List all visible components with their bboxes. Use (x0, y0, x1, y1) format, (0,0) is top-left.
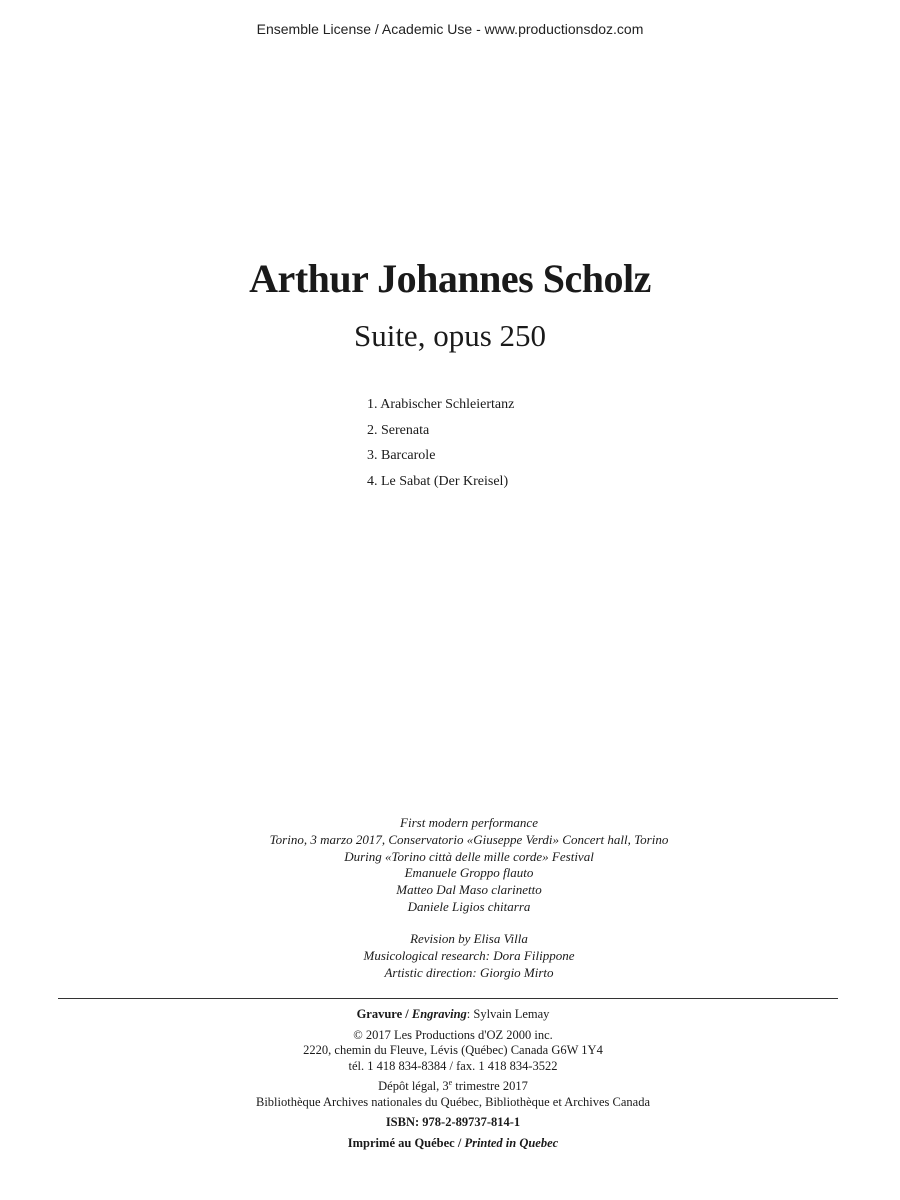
credit-line: Revision by Elisa Villa (410, 931, 528, 946)
performance-heading: First modern performance (400, 815, 538, 830)
ordinal-suffix: e (448, 1077, 453, 1087)
movement-list (367, 395, 514, 497)
movement-item: 2. Serenata (367, 422, 430, 438)
performer: Matteo Dal Maso clarinetto (396, 882, 542, 898)
printed-fr: Imprimé au Québec (347, 1135, 455, 1150)
license-notice: Ensemble License / Academic Use - www.productionsdoz.com (256, 21, 644, 37)
printed-en: Printed in Quebec (464, 1135, 559, 1150)
engraving-line (0, 1007, 900, 1023)
work-title: Suite, opus 250 (353, 318, 547, 353)
engraving-label-fr: Gravure (356, 1007, 403, 1021)
phone-line: tél. 1 418 834-8384 / fax. 1 418 834-3522 (348, 1058, 558, 1073)
colophon (0, 1007, 900, 1151)
isbn-line: ISBN: 978-2-89737-814-1 (385, 1115, 521, 1129)
engraving-colon: : (466, 1007, 474, 1021)
address-line: 2220, chemin du Fleuve, Lévis (Québec) Canada G6W 1Y4 (303, 1043, 603, 1057)
performer: Emanuele Groppo flauto (404, 865, 534, 881)
movement-item: 1. Arabischer Schleiertanz (367, 397, 515, 412)
credit-line: Musicological research: Dora Filippone (363, 947, 575, 963)
copyright-line: © 2017 Les Productions d'OZ 2000 inc. (353, 1027, 553, 1042)
performance-festival: During «Torino città delle mille corde» Festival (344, 848, 594, 864)
engraver-name: Sylvain Lemay (473, 1007, 550, 1021)
printed-line (0, 1136, 900, 1152)
libraries-line: Bibliothèque Archives nationales du Québec, Bibliothèque et Archives Canada (256, 1094, 650, 1109)
performance-venue: Torino, 3 marzo 2017, Conservatorio «Giuseppe Verdi» Concert hall, Torino (269, 831, 669, 847)
engraving-separator: / (402, 1007, 412, 1021)
divider (58, 998, 838, 999)
edition-credits (0, 931, 900, 981)
engraving-label-en: Engraving (411, 1007, 467, 1021)
movement-item: 4. Le Sabat (Der Kreisel) (367, 473, 509, 489)
legal-deposit-line (0, 1079, 900, 1095)
composer-name: Arthur Johannes Scholz (249, 256, 651, 301)
printed-separator: / (454, 1135, 465, 1150)
performer: Daniele Ligios chitarra (407, 898, 531, 914)
legal-deposit-quarter: trimestre 2017 (452, 1079, 528, 1093)
movement-item: 3. Barcarole (367, 448, 436, 463)
credit-line: Artistic direction: Giorgio Mirto (384, 964, 554, 980)
performance-info (0, 815, 900, 916)
legal-deposit-text: Dépôt légal, 3 (378, 1079, 449, 1093)
